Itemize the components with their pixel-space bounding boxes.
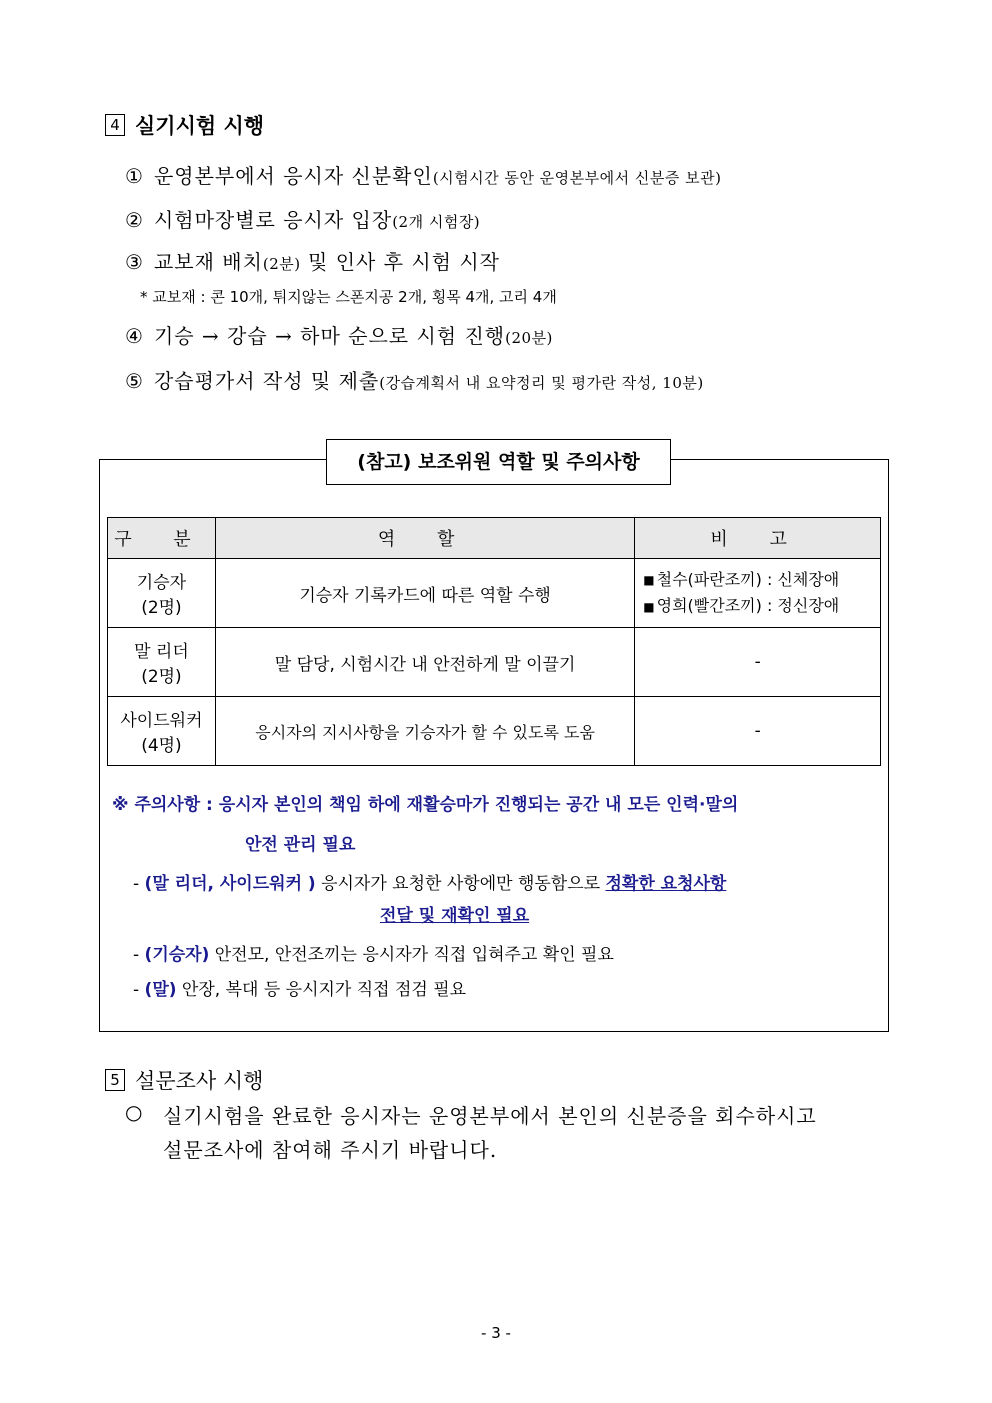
step-5-detail: (강습계획서 내 요약정리 및 평가란 작성, 10분) [379,374,704,392]
caution-line-2: 안전 관리 필요 [245,835,356,855]
step-1-detail: (시험시간 동안 운영본부에서 신분증 보관) [432,169,722,187]
step-4-marker: ④ [125,324,144,348]
remarks-cell [635,559,881,628]
item-text: 안장, 복대 등 응시지가 직접 점검 필요 [176,980,467,1000]
step-5-text: 강습평가서 작성 및 제출 [153,369,380,393]
item-prefix: - [133,980,145,1000]
item-label: (말 리더, 사이드워커 ) [144,874,316,894]
step-4 [125,320,553,349]
caution-line-1: ※ 주의사항 : 응시자 본인의 책임 하에 재활승마가 진행되는 공간 내 모든 인력·말의 [112,795,739,815]
section5-number: 5 [105,1069,125,1091]
table-row [108,697,881,766]
materials-note: * 교보재 : 콘 10개, 튀지않는 스폰지공 2개, 횡목 4개, 고리 4개 [140,288,557,306]
item-prefix: - [133,874,145,894]
role-name: 말 리더 [134,642,189,662]
table-row [108,559,881,628]
step-5 [125,365,704,394]
section4-title: 실기시험 시행 [135,113,265,138]
step-2-marker: ② [125,208,144,232]
step-4-text: 기승 → 강습 → 하마 순으로 시험 진행 [153,324,506,348]
step-5-marker: ⑤ [125,369,144,393]
item-text: 안전모, 안전조끼는 응시자가 직접 입혀주고 확인 필요 [209,945,614,965]
header-category: 구 분 [108,518,216,559]
step-3-marker: ③ [125,250,144,274]
role-cell [108,559,216,628]
role-cell [108,628,216,697]
item-label: (기승자) [144,945,210,965]
section4-heading [105,110,264,140]
square-bullet-icon: ■ [643,599,655,614]
duty-cell: 말 담당, 시험시간 내 안전하게 말 이끌기 [215,628,634,697]
role-name: 기승자 [136,573,187,593]
circle-bullet-icon: ○ [125,1100,143,1124]
step-4-detail: (20분) [505,329,553,347]
duty-cell: 기승자 기록카드에 따른 역할 수행 [215,559,634,628]
step-2-text: 시험마장별로 응시자 입장 [153,208,393,232]
caution-item-1-cont: 전달 및 재확인 필요 [380,906,530,926]
role-count: (2명) [141,598,182,618]
section4-number: 4 [105,114,125,136]
header-remarks: 비 고 [635,518,881,559]
remark-line: 영희(빨간조끼) : 정신장애 [656,596,840,615]
step-2-detail: (2개 시험장) [392,213,481,231]
duty-cell: 응시자의 지시사항을 기승자가 할 수 있도록 도움 [215,697,634,766]
section5-line-2: 설문조사에 참여해 주시기 바랍니다. [163,1138,498,1162]
section5-heading [105,1065,263,1095]
role-count: (4명) [141,736,182,756]
item-prefix: - [133,945,145,965]
step-2 [125,204,480,233]
role-cell [108,697,216,766]
caution-item-2 [133,940,614,965]
section5-line-1: 실기시험을 완료한 응시자는 운영본부에서 본인의 신분증을 회수하시고 [163,1104,817,1128]
item-label: (말) [144,980,177,1000]
table-header-row [108,518,881,559]
step-3-text: 교보재 배치 [153,250,263,274]
caution-item-1 [133,869,726,894]
step-3-text-after: 및 인사 후 시험 시작 [300,250,501,274]
step-1-marker: ① [125,164,144,188]
item-text: 응시자가 요청한 사항에만 행동함으로 [315,874,606,894]
page-number: - 3 - [481,1324,511,1342]
item-emphasis: 정확한 요청사항 [605,874,727,894]
step-3-detail: (2분) [262,255,301,273]
step-1 [125,160,721,189]
step-1-text: 운영본부에서 응시자 신분확인 [153,164,433,188]
reference-title: (참고) 보조위원 역할 및 주의사항 [326,439,671,485]
remarks-cell: - [635,628,881,697]
square-bullet-icon: ■ [643,573,655,587]
caution-item-3 [133,975,466,1000]
section5-title: 설문조사 시행 [135,1069,264,1093]
remarks-cell: - [635,697,881,766]
role-name: 사이드워커 [120,711,203,731]
remark-line: 철수(파란조끼) : 신체장애 [656,569,840,589]
roles-table [107,517,881,766]
step-3 [125,246,500,275]
role-count: (2명) [141,667,182,687]
table-row [108,628,881,697]
header-role: 역 할 [215,518,634,559]
